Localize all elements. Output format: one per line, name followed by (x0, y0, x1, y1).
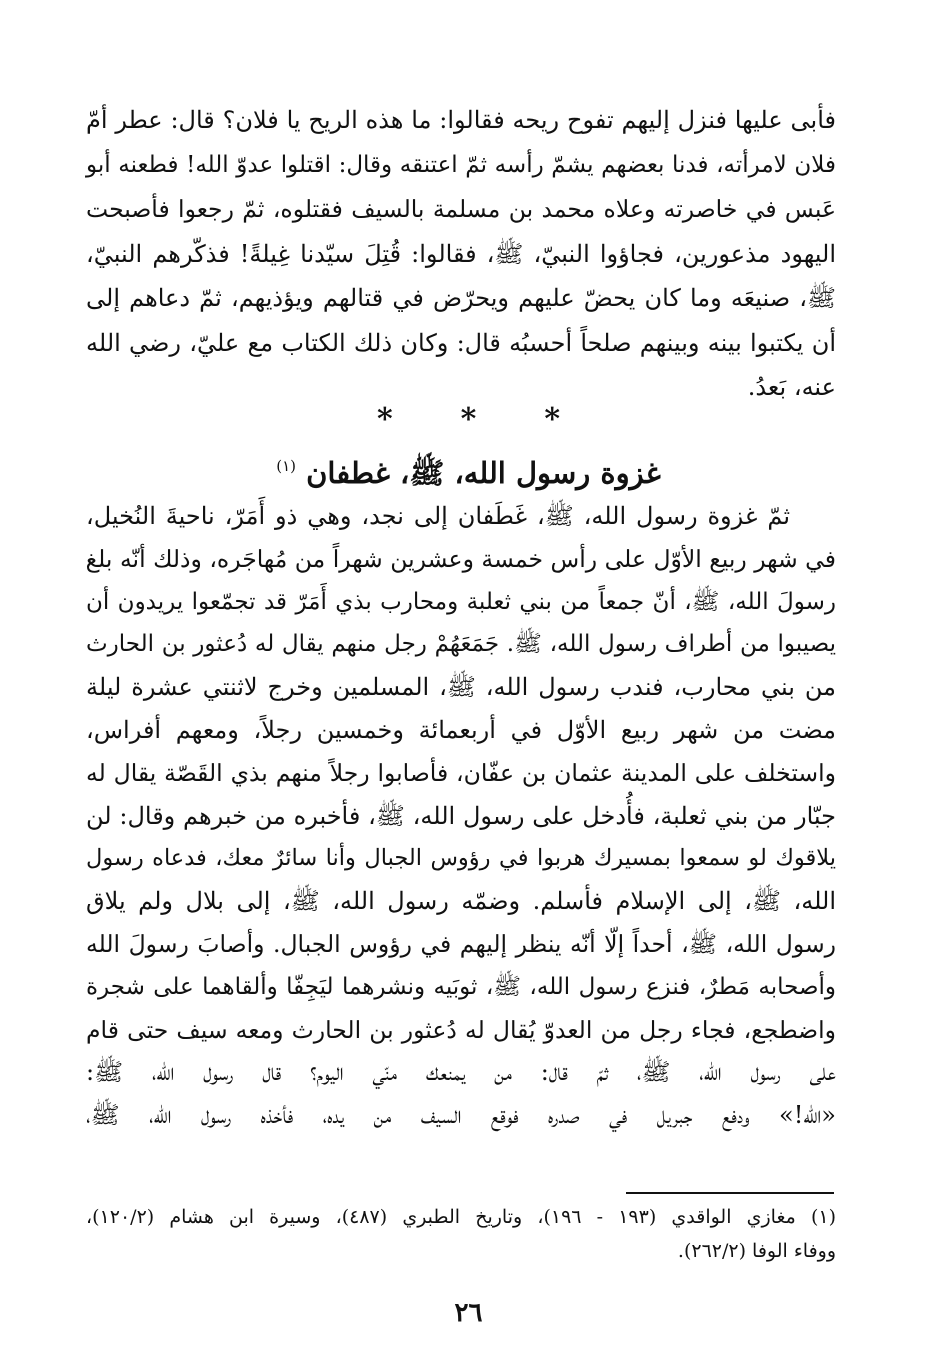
text-line: ﷺ، صنيعَه وما كان يحضّ عليهم ويحرّض في قتالهم ويؤذيهم، ثمّ دعاهم إلى (86, 284, 836, 312)
text-line: فلان لامرأته، فدنا بعضهم يشمّ رأسه ثمّ اعتنقه وقال: اقتلوا عدوّ الله! فطعنه أبو (86, 151, 836, 178)
footnote-reference: (١) (276, 457, 296, 475)
text-line: واستخلف على المدينة عثمان بن عفّان، فأصابوا رجلاً منهم بذي القَصّة يقال له (86, 758, 836, 787)
footnote (86, 1200, 836, 1268)
text-line: واضطجع، فجاء رجل من العدوّ يُقال له دُعثور بن الحارث ومعه سيف حتى قام (86, 1015, 836, 1044)
separator-star: * (460, 402, 477, 437)
paragraph-continuation (86, 98, 836, 410)
text-line: رسولَ الله، ﷺ، أنّ جمعاً من بني ثعلبة ومحارب بذي أَمَرّ قد تجمّعوا يريدون أن (86, 588, 836, 615)
page-number: ٢٦ (454, 1298, 483, 1328)
text-line: على رسول الله، ﷺ، ثمّ قال: من يمنعك منّي اليوم؟ قال رسول الله، ﷺ: (86, 1058, 836, 1087)
section-heading (0, 441, 937, 491)
text-line: «الله!» ودفع جبريل في صدره فوقع السيف من يده، فأخذه رسول الله، ﷺ، (86, 1101, 836, 1130)
separator-star: * (376, 402, 393, 437)
footnote-rule (626, 1192, 834, 1194)
text-line: وأصحابه مَطرٌ، فنزع رسول الله، ﷺ، ثوبَيه ونشرهما ليَجِفّا وألقاهما على شجرة (86, 973, 836, 1000)
text-line: يصيبوا من أطراف رسول الله، ﷺ. جَمَعَهُمْ رجل منهم يقال له دُعثور بن الحارث (86, 631, 836, 658)
separator-star: * (544, 402, 561, 437)
text-line: ثمّ غزوة رسول الله، ﷺ، غَطَفان إلى نجد، وهي ذو أَمَرّ، ناحيةَ النُخيل، (86, 502, 790, 530)
footnote-line: (١) مغازي الواقدي (١٩٣ - ١٩٦)، وتاريخ الطبري (٤٨٧)، وسيرة ابن هشام (١٢٠/٢)، (86, 1206, 837, 1228)
text-line: من بني محارب، فندب رسول الله، ﷺ، المسلمين وخرج لاثنتي عشرة ليلة (86, 673, 836, 702)
footnote-line: ووفاء الوفا (٢٦٢/٢). (677, 1240, 836, 1262)
text-line: يلاقوك لو سمعوا بمسيرك هربوا في رؤوس الجبال وأنا سائرٌ معك، فدعاه رسول (86, 845, 836, 872)
text-line: عنه، بَعدُ. (747, 373, 836, 401)
paragraph-main (86, 495, 836, 1137)
text-line: أن يكتبوا بينه وبينهم صلحاً أحسبُه قال: وكان ذلك الكتاب مع عليّ، رضي الله (86, 328, 836, 357)
text-line: رسول الله، ﷺ، أحداً إلّا أنّه ينظر إليهم في رؤوس الجبال. وأصابَ رسولَ الله (86, 929, 836, 958)
text-line: في شهر ربيع الأوّل على رأس خمسة وعشرين شهراً من مُهاجَره، وذلك أنّه بلغ (85, 544, 836, 573)
text-line: جبّار من بني ثعلبة، فأُدخل على رسول الله، ﷺ، فأخبره من خبرهم وقال: لن (86, 801, 836, 830)
text-line: عَبس في خاصرته وعلاه محمد بن مسلمة بالسيف فقتلوه، ثمّ رجعوا فأصبحت (86, 195, 836, 223)
text-line: مضت من شهر ربيع الأوّل في أربعمائة وخمسين رجلاً، ومعهم أفراس، (86, 715, 836, 744)
section-heading-text: غزوة رسول الله، ﷺ، غطفان (306, 456, 661, 490)
section-separator (0, 402, 937, 437)
text-line: فأبى عليها فنزل إليهم تفوح ريحه فقالوا: ما هذه الريح يا فلان؟ قال: عطر أمّ (86, 106, 836, 134)
text-line: الله، ﷺ، إلى الإسلام فأسلم. وضمّه رسول الله، ﷺ، إلى بلال ولم يلاق (86, 887, 836, 916)
text-line: اليهود مذعورين، فجاؤوا النبيّ، ﷺ، فقالوا: قُتِلَ سيّدنا غِيلةً! فذكّرهم النبيّ، (86, 239, 836, 268)
